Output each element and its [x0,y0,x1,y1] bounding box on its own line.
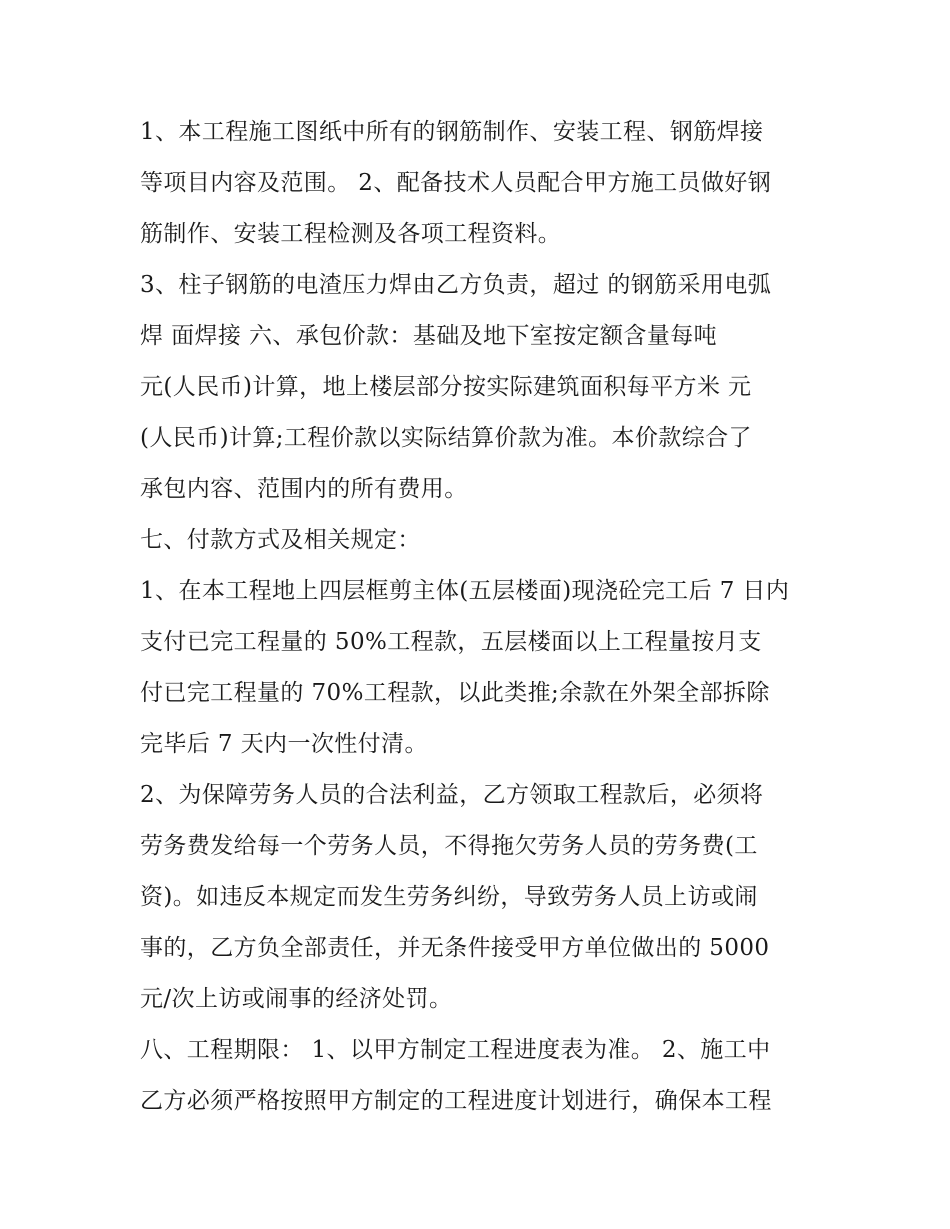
text-line: (人民币)计算;工程价款以实际结算价款为准。本价款综合了 [140,425,752,451]
text-line: 元(人民币)计算，地上楼层部分按实际建筑面积每平方米 元 [140,374,752,400]
text-line: 完毕后 7 天内一次性付清。 [140,731,428,757]
document-body [140,107,830,1127]
text-line: 八、工程期限： 1、以甲方制定工程进度表为准。 2、施工中 [140,1037,771,1063]
text-line: 乙方必须严格按照甲方制定的工程进度计划进行，确保本工程 [140,1088,772,1114]
text-line: 元/次上访或闹事的经济处罚。 [140,986,453,1012]
text-line: 3、柱子钢筋的电渣压力焊由乙方负责，超过 的钢筋采用电弧 [140,272,772,298]
text-line: 劳务费发给每一个劳务人员，不得拖欠劳务人员的劳务费(工 [140,833,758,859]
text-line: 筋制作、安装工程检测及各项工程资料。 [140,221,562,247]
text-line: 事的，乙方负全部责任，并无条件接受甲方单位做出的 5000 [140,935,770,961]
text-line: 焊 面焊接 六、承包价款：基础及地下室按定额含量每吨 [140,323,718,349]
text-line: 承包内容、范围内的所有费用。 [140,476,468,502]
text-line: 付已完工程量的 70%工程款，以此类推;余款在外架全部拆除 [140,680,770,706]
text-line: 1、在本工程地上四层框剪主体(五层楼面)现浇砼完工后 7 日内 [140,578,790,604]
text-line: 1、本工程施工图纸中所有的钢筋制作、安装工程、钢筋焊接 [140,119,764,145]
text-line: 等项目内容及范围。 2、配备技术人员配合甲方施工员做好钢 [140,170,772,196]
section-heading: 七、付款方式及相关规定： [140,527,421,553]
text-line: 支付已完工程量的 50%工程款，五层楼面以上工程量按月支 [140,629,762,655]
text-line: 2、为保障劳务人员的合法利益，乙方领取工程款后，必须将 [140,782,764,808]
text-line: 资)。如违反本规定而发生劳务纠纷，导致劳务人员上访或闹 [140,884,758,910]
